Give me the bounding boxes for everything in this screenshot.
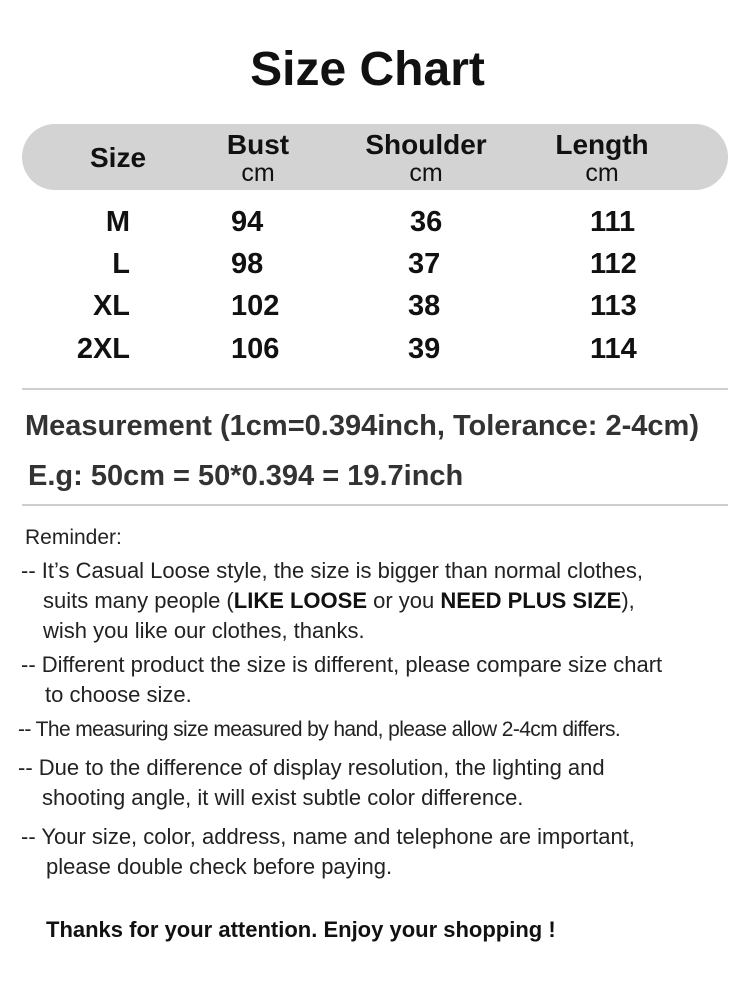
reminder-item [18,715,620,745]
bust-cell: 102 [231,290,280,322]
length-cell: 114 [590,333,637,365]
header-size: Size [89,142,147,173]
header-length-unit: cm [585,159,619,187]
reminder-item [18,753,605,813]
reminder-line: -- The measuring size measured by hand, please allow 2-4cm differs. [18,718,621,741]
reminder-text: ), [621,588,635,613]
reminder-line: -- It’s Casual Loose style, the size is bigger than normal clothes, [21,558,644,583]
length-cell: 113 [590,290,637,322]
header-shoulder [346,130,506,186]
bust-cell: 98 [231,248,264,280]
bust-cell: 106 [231,333,280,365]
reminder-text: or you [367,588,441,613]
header-length-label: Length [555,129,649,160]
size-cell: 2XL [76,333,130,365]
thanks-message: Thanks for your attention. Enjoy your shopping ! [46,917,556,942]
reminder-line: shooting angle, it will exist subtle color difference. [42,785,524,810]
shoulder-cell: 37 [408,248,441,280]
bust-cell: 94 [231,206,264,238]
conversion-example: E.g: 50cm = 50*0.394 = 19.7inch [28,460,464,492]
size-cell: L [112,248,130,280]
header-shoulder-label: Shoulder [365,129,487,160]
reminder-line: wish you like our clothes, thanks. [43,618,365,643]
size-cell: XL [92,290,130,322]
header-bust-label: Bust [226,129,290,160]
reminder-line: -- Due to the difference of display resolution, the lighting and [18,755,605,780]
reminder-text: suits many people ( [43,588,234,613]
header-bust [188,130,328,186]
header-shoulder-unit: cm [409,159,443,187]
page-title: Size Chart [250,43,485,96]
reminder-line: to choose size. [45,682,192,707]
emphasis-text: NEED PLUS SIZE [440,588,622,613]
shoulder-cell: 36 [410,206,443,238]
emphasis-text: LIKE LOOSE [233,588,368,613]
length-cell: 111 [590,206,636,238]
reminder-item [21,556,643,646]
header-length [532,130,672,186]
divider [22,388,728,390]
header-bust-unit: cm [241,159,275,187]
reminder-line: -- Different product the size is different, please compare size chart [21,652,663,677]
length-cell: 112 [590,248,637,280]
shoulder-cell: 38 [408,290,441,322]
divider [22,504,728,506]
reminder-item [21,650,662,710]
shoulder-cell: 39 [408,333,441,365]
reminder-line: -- Your size, color, address, name and telephone are important, [21,824,635,849]
reminder-item [21,822,635,882]
reminder-title: Reminder: [25,526,122,549]
size-cell: M [105,206,130,238]
reminder-line [21,586,643,616]
reminder-line: please double check before paying. [46,854,393,879]
measurement-note: Measurement (1cm=0.394inch, Tolerance: 2-4cm) [25,410,699,442]
